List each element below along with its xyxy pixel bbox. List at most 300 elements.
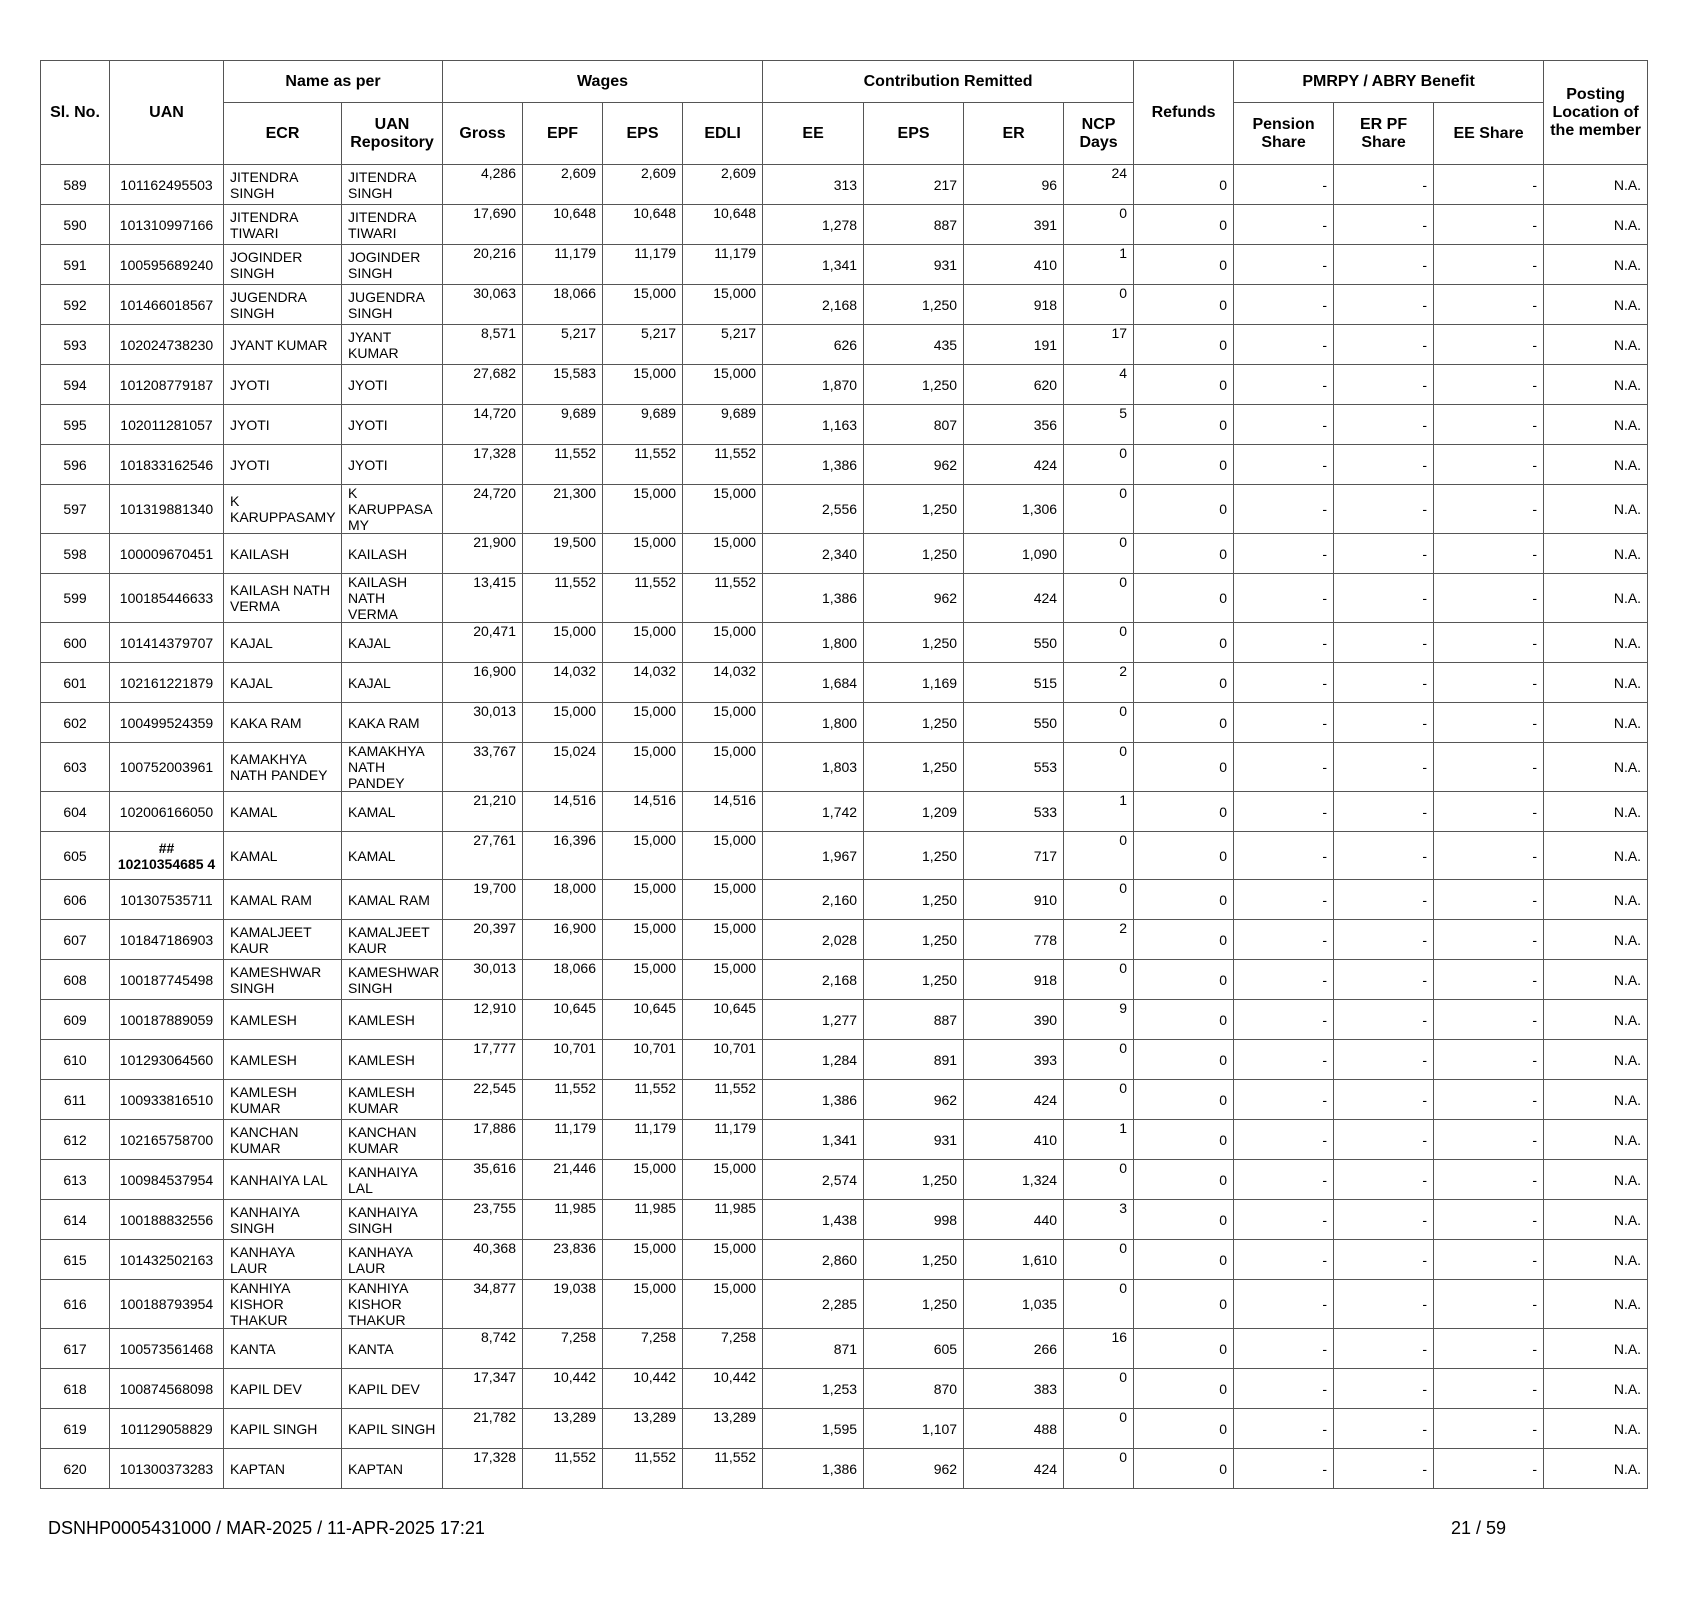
cell-ncp-days: 0 [1064, 960, 1134, 1000]
cell-name-uan-repository: KAMLESH [342, 1040, 443, 1080]
cell-epf-wages: 10,645 [523, 1000, 603, 1040]
cell-pension-share: - [1234, 1080, 1334, 1120]
cell-eps-contribution: 931 [864, 1120, 964, 1160]
cell-name-ecr: K KARUPPASAMY [224, 485, 342, 534]
cell-sl-no: 596 [41, 445, 110, 485]
cell-ee-share: - [1434, 1120, 1544, 1160]
cell-refunds: 0 [1134, 1280, 1234, 1329]
cell-name-ecr: KAMLESH [224, 1040, 342, 1080]
cell-name-uan-repository: KANCHAN KUMAR [342, 1120, 443, 1160]
cell-ee-contribution: 1,742 [763, 792, 864, 832]
cell-edli-wages: 15,000 [683, 960, 763, 1000]
cell-ee-share: - [1434, 1449, 1544, 1489]
cell-epf-wages: 21,446 [523, 1160, 603, 1200]
cell-name-ecr: JYOTI [224, 365, 342, 405]
footer-reference: DSNHP0005431000 / MAR-2025 / 11-APR-2025 17:21 [48, 1518, 485, 1538]
cell-epf-wages: 15,024 [523, 743, 603, 792]
cell-eps-wages: 11,552 [603, 445, 683, 485]
cell-ee-share: - [1434, 1080, 1544, 1120]
header-ecr: ECR [224, 103, 342, 165]
cell-er-contribution: 1,306 [964, 485, 1064, 534]
cell-er-pf-share: - [1334, 1160, 1434, 1200]
cell-posting-location: N.A. [1544, 1160, 1648, 1200]
cell-ee-share: - [1434, 245, 1544, 285]
cell-er-pf-share: - [1334, 405, 1434, 445]
cell-sl-no: 608 [41, 960, 110, 1000]
cell-edli-wages: 5,217 [683, 325, 763, 365]
cell-ee-share: - [1434, 1369, 1544, 1409]
cell-ee-contribution: 1,341 [763, 1120, 864, 1160]
cell-uan: 102165758700 [110, 1120, 224, 1160]
cell-eps-contribution: 887 [864, 1000, 964, 1040]
cell-pension-share: - [1234, 1409, 1334, 1449]
cell-name-ecr: KAMAL RAM [224, 880, 342, 920]
cell-ncp-days: 2 [1064, 663, 1134, 703]
cell-er-pf-share: - [1334, 574, 1434, 623]
page-number: 21 / 59 [1450, 1518, 1506, 1538]
cell-edli-wages: 11,552 [683, 574, 763, 623]
table-row [41, 743, 1648, 792]
cell-name-uan-repository: JYANT KUMAR [342, 325, 443, 365]
cell-uan: 101414379707 [110, 623, 224, 663]
cell-posting-location: N.A. [1544, 165, 1648, 205]
cell-uan: 101432502163 [110, 1240, 224, 1280]
header-epf: EPF [523, 103, 603, 165]
header-wages: Wages [443, 61, 763, 103]
cell-eps-wages: 11,179 [603, 245, 683, 285]
cell-epf-wages: 5,217 [523, 325, 603, 365]
cell-ee-share: - [1434, 365, 1544, 405]
cell-edli-wages: 11,552 [683, 445, 763, 485]
cell-eps-contribution: 1,169 [864, 663, 964, 703]
cell-ncp-days: 0 [1064, 534, 1134, 574]
table-row [41, 623, 1648, 663]
cell-er-contribution: 96 [964, 165, 1064, 205]
cell-ncp-days: 24 [1064, 165, 1134, 205]
cell-uan: 100187889059 [110, 1000, 224, 1040]
cell-ee-share: - [1434, 534, 1544, 574]
cell-edli-wages: 15,000 [683, 1160, 763, 1200]
cell-eps-contribution: 962 [864, 1080, 964, 1120]
cell-er-contribution: 550 [964, 623, 1064, 663]
cell-pension-share: - [1234, 920, 1334, 960]
header-name-as-per: Name as per [224, 61, 443, 103]
cell-edli-wages: 10,442 [683, 1369, 763, 1409]
header-ee-share: EE Share [1434, 103, 1544, 165]
cell-ee-contribution: 1,870 [763, 365, 864, 405]
cell-ncp-days: 0 [1064, 1080, 1134, 1120]
cell-name-ecr: KAPIL SINGH [224, 1409, 342, 1449]
cell-ncp-days: 4 [1064, 365, 1134, 405]
cell-ee-share: - [1434, 325, 1544, 365]
cell-uan: 102024738230 [110, 325, 224, 365]
cell-sl-no: 600 [41, 623, 110, 663]
header-pmrpy-abry: PMRPY / ABRY Benefit [1234, 61, 1544, 103]
cell-epf-wages: 9,689 [523, 405, 603, 445]
cell-er-contribution: 515 [964, 663, 1064, 703]
cell-er-contribution: 424 [964, 1449, 1064, 1489]
cell-eps-contribution: 1,250 [864, 832, 964, 880]
cell-er-pf-share: - [1334, 1240, 1434, 1280]
cell-er-contribution: 553 [964, 743, 1064, 792]
cell-gross-wages: 20,397 [443, 920, 523, 960]
cell-pension-share: - [1234, 534, 1334, 574]
cell-refunds: 0 [1134, 325, 1234, 365]
cell-gross-wages: 20,216 [443, 245, 523, 285]
header-contribution-remitted: Contribution Remitted [763, 61, 1134, 103]
cell-ee-share: - [1434, 1280, 1544, 1329]
cell-name-uan-repository: JYOTI [342, 405, 443, 445]
cell-posting-location: N.A. [1544, 792, 1648, 832]
cell-edli-wages: 15,000 [683, 743, 763, 792]
cell-eps-contribution: 807 [864, 405, 964, 445]
cell-refunds: 0 [1134, 1040, 1234, 1080]
cell-name-uan-repository: KAILASH NATH VERMA [342, 574, 443, 623]
cell-pension-share: - [1234, 245, 1334, 285]
cell-sl-no: 602 [41, 703, 110, 743]
cell-gross-wages: 17,347 [443, 1369, 523, 1409]
cell-name-uan-repository: KAMAL RAM [342, 880, 443, 920]
cell-posting-location: N.A. [1544, 485, 1648, 534]
cell-posting-location: N.A. [1544, 663, 1648, 703]
cell-ee-contribution: 1,163 [763, 405, 864, 445]
cell-pension-share: - [1234, 1040, 1334, 1080]
cell-eps-wages: 14,032 [603, 663, 683, 703]
cell-sl-no: 603 [41, 743, 110, 792]
cell-ee-contribution: 1,800 [763, 623, 864, 663]
cell-pension-share: - [1234, 485, 1334, 534]
cell-eps-wages: 2,609 [603, 165, 683, 205]
cell-er-contribution: 440 [964, 1200, 1064, 1240]
cell-name-uan-repository: KAPTAN [342, 1449, 443, 1489]
cell-gross-wages: 27,682 [443, 365, 523, 405]
header-gross: Gross [443, 103, 523, 165]
cell-ncp-days: 0 [1064, 1369, 1134, 1409]
cell-pension-share: - [1234, 1160, 1334, 1200]
cell-ee-share: - [1434, 1409, 1544, 1449]
table-row [41, 445, 1648, 485]
cell-ee-share: - [1434, 623, 1544, 663]
cell-name-ecr: KANCHAN KUMAR [224, 1120, 342, 1160]
cell-er-contribution: 383 [964, 1369, 1064, 1409]
cell-epf-wages: 16,396 [523, 832, 603, 880]
cell-name-ecr: KANHAIYA SINGH [224, 1200, 342, 1240]
cell-er-pf-share: - [1334, 623, 1434, 663]
cell-gross-wages: 21,900 [443, 534, 523, 574]
cell-er-contribution: 424 [964, 445, 1064, 485]
cell-refunds: 0 [1134, 205, 1234, 245]
cell-eps-wages: 10,645 [603, 1000, 683, 1040]
table-row [41, 920, 1648, 960]
cell-ee-contribution: 2,028 [763, 920, 864, 960]
cell-edli-wages: 15,000 [683, 920, 763, 960]
cell-gross-wages: 17,328 [443, 1449, 523, 1489]
cell-epf-wages: 21,300 [523, 485, 603, 534]
cell-uan: 101319881340 [110, 485, 224, 534]
cell-epf-wages: 11,552 [523, 574, 603, 623]
cell-refunds: 0 [1134, 703, 1234, 743]
cell-refunds: 0 [1134, 1080, 1234, 1120]
cell-er-contribution: 1,090 [964, 534, 1064, 574]
table-row [41, 485, 1648, 534]
cell-ee-share: - [1434, 1329, 1544, 1369]
cell-name-ecr: KAILASH NATH VERMA [224, 574, 342, 623]
cell-eps-wages: 15,000 [603, 534, 683, 574]
cell-er-contribution: 778 [964, 920, 1064, 960]
cell-eps-wages: 11,552 [603, 574, 683, 623]
cell-ncp-days: 3 [1064, 1200, 1134, 1240]
cell-pension-share: - [1234, 325, 1334, 365]
cell-eps-wages: 15,000 [603, 1240, 683, 1280]
cell-posting-location: N.A. [1544, 1080, 1648, 1120]
cell-er-contribution: 424 [964, 1080, 1064, 1120]
cell-edli-wages: 13,289 [683, 1409, 763, 1449]
cell-eps-contribution: 962 [864, 574, 964, 623]
cell-refunds: 0 [1134, 245, 1234, 285]
cell-eps-wages: 7,258 [603, 1329, 683, 1369]
table-row [41, 1120, 1648, 1160]
cell-er-pf-share: - [1334, 534, 1434, 574]
cell-name-ecr: KANHIYA KISHOR THAKUR [224, 1280, 342, 1329]
cell-edli-wages: 15,000 [683, 1240, 763, 1280]
cell-name-uan-repository: KAJAL [342, 663, 443, 703]
cell-er-pf-share: - [1334, 365, 1434, 405]
cell-eps-wages: 10,648 [603, 205, 683, 245]
cell-posting-location: N.A. [1544, 1040, 1648, 1080]
cell-ncp-days: 0 [1064, 1280, 1134, 1329]
cell-refunds: 0 [1134, 792, 1234, 832]
header-ncp-days: NCP Days [1064, 103, 1134, 165]
cell-name-uan-repository: JYOTI [342, 365, 443, 405]
cell-er-contribution: 1,324 [964, 1160, 1064, 1200]
table-row [41, 365, 1648, 405]
cell-eps-wages: 10,442 [603, 1369, 683, 1409]
cell-pension-share: - [1234, 285, 1334, 325]
cell-ee-share: - [1434, 832, 1544, 880]
cell-edli-wages: 11,552 [683, 1449, 763, 1489]
cell-epf-wages: 18,066 [523, 285, 603, 325]
cell-gross-wages: 40,368 [443, 1240, 523, 1280]
cell-pension-share: - [1234, 960, 1334, 1000]
cell-er-pf-share: - [1334, 165, 1434, 205]
cell-er-contribution: 191 [964, 325, 1064, 365]
cell-edli-wages: 15,000 [683, 485, 763, 534]
cell-gross-wages: 14,720 [443, 405, 523, 445]
cell-ncp-days: 1 [1064, 245, 1134, 285]
cell-eps-wages: 15,000 [603, 623, 683, 663]
cell-sl-no: 614 [41, 1200, 110, 1240]
header-contribution-eps: EPS [864, 103, 964, 165]
cell-sl-no: 594 [41, 365, 110, 405]
table-row [41, 205, 1648, 245]
cell-name-ecr: JYOTI [224, 405, 342, 445]
cell-refunds: 0 [1134, 1449, 1234, 1489]
cell-ncp-days: 0 [1064, 1040, 1134, 1080]
cell-eps-wages: 11,552 [603, 1080, 683, 1120]
cell-epf-wages: 2,609 [523, 165, 603, 205]
cell-eps-contribution: 870 [864, 1369, 964, 1409]
cell-ncp-days: 0 [1064, 623, 1134, 663]
cell-epf-wages: 18,066 [523, 960, 603, 1000]
header-uan: UAN [110, 61, 224, 165]
cell-edli-wages: 15,000 [683, 285, 763, 325]
cell-gross-wages: 17,690 [443, 205, 523, 245]
cell-ncp-days: 0 [1064, 1160, 1134, 1200]
cell-name-uan-repository: KAPIL DEV [342, 1369, 443, 1409]
cell-posting-location: N.A. [1544, 1449, 1648, 1489]
cell-name-ecr: KAJAL [224, 663, 342, 703]
cell-uan: 101162495503 [110, 165, 224, 205]
cell-refunds: 0 [1134, 743, 1234, 792]
cell-er-pf-share: - [1334, 832, 1434, 880]
cell-eps-contribution: 1,250 [864, 880, 964, 920]
cell-ncp-days: 5 [1064, 405, 1134, 445]
cell-sl-no: 601 [41, 663, 110, 703]
cell-er-contribution: 356 [964, 405, 1064, 445]
cell-uan: 102011281057 [110, 405, 224, 445]
cell-ee-share: - [1434, 1200, 1544, 1240]
header-er-pf-share: ER PF Share [1334, 103, 1434, 165]
cell-ncp-days: 0 [1064, 1240, 1134, 1280]
cell-ee-share: - [1434, 880, 1544, 920]
cell-posting-location: N.A. [1544, 880, 1648, 920]
cell-epf-wages: 13,289 [523, 1409, 603, 1449]
cell-eps-contribution: 1,250 [864, 703, 964, 743]
cell-epf-wages: 15,583 [523, 365, 603, 405]
cell-pension-share: - [1234, 365, 1334, 405]
cell-er-pf-share: - [1334, 960, 1434, 1000]
cell-refunds: 0 [1134, 405, 1234, 445]
cell-uan: 101833162546 [110, 445, 224, 485]
cell-uan: 101847186903 [110, 920, 224, 960]
cell-er-pf-share: - [1334, 703, 1434, 743]
cell-eps-contribution: 217 [864, 165, 964, 205]
cell-name-ecr: JYANT KUMAR [224, 325, 342, 365]
cell-eps-wages: 10,701 [603, 1040, 683, 1080]
cell-ncp-days: 0 [1064, 880, 1134, 920]
cell-uan: 101310997166 [110, 205, 224, 245]
cell-eps-wages: 15,000 [603, 1160, 683, 1200]
cell-name-uan-repository: KANHAYA LAUR [342, 1240, 443, 1280]
cell-eps-wages: 15,000 [603, 960, 683, 1000]
cell-gross-wages: 13,415 [443, 574, 523, 623]
cell-eps-wages: 13,289 [603, 1409, 683, 1449]
cell-ee-share: - [1434, 165, 1544, 205]
cell-name-ecr: JITENDRA SINGH [224, 165, 342, 205]
cell-name-uan-repository: JITENDRA SINGH [342, 165, 443, 205]
cell-edli-wages: 11,985 [683, 1200, 763, 1240]
cell-name-ecr: JITENDRA TIWARI [224, 205, 342, 245]
cell-ncp-days: 1 [1064, 792, 1134, 832]
cell-ncp-days: 0 [1064, 485, 1134, 534]
cell-epf-wages: 11,552 [523, 445, 603, 485]
cell-name-ecr: KAMESHWAR SINGH [224, 960, 342, 1000]
cell-gross-wages: 33,767 [443, 743, 523, 792]
cell-ee-share: - [1434, 1160, 1544, 1200]
cell-sl-no: 616 [41, 1280, 110, 1329]
cell-refunds: 0 [1134, 1120, 1234, 1160]
cell-pension-share: - [1234, 880, 1334, 920]
cell-gross-wages: 17,777 [443, 1040, 523, 1080]
cell-eps-wages: 15,000 [603, 485, 683, 534]
cell-er-contribution: 393 [964, 1040, 1064, 1080]
cell-eps-contribution: 1,250 [864, 485, 964, 534]
cell-ncp-days: 0 [1064, 832, 1134, 880]
cell-uan: 100573561468 [110, 1329, 224, 1369]
cell-name-uan-repository: KANHIYA KISHOR THAKUR [342, 1280, 443, 1329]
cell-ncp-days: 0 [1064, 1409, 1134, 1449]
cell-name-uan-repository: KANHAIYA LAL [342, 1160, 443, 1200]
cell-ncp-days: 0 [1064, 445, 1134, 485]
cell-epf-wages: 11,985 [523, 1200, 603, 1240]
cell-refunds: 0 [1134, 574, 1234, 623]
cell-uan: 100933816510 [110, 1080, 224, 1120]
cell-gross-wages: 35,616 [443, 1160, 523, 1200]
cell-eps-contribution: 1,250 [864, 534, 964, 574]
cell-epf-wages: 11,552 [523, 1449, 603, 1489]
cell-refunds: 0 [1134, 880, 1234, 920]
cell-eps-wages: 15,000 [603, 743, 683, 792]
cell-ee-share: - [1434, 663, 1544, 703]
cell-uan: 102161221879 [110, 663, 224, 703]
cell-epf-wages: 23,836 [523, 1240, 603, 1280]
cell-edli-wages: 15,000 [683, 1280, 763, 1329]
cell-posting-location: N.A. [1544, 1200, 1648, 1240]
cell-er-pf-share: - [1334, 1120, 1434, 1160]
cell-er-pf-share: - [1334, 245, 1434, 285]
cell-name-uan-repository: KAILASH [342, 534, 443, 574]
cell-eps-contribution: 1,250 [864, 960, 964, 1000]
cell-uan: 102006166050 [110, 792, 224, 832]
cell-er-pf-share: - [1334, 1409, 1434, 1449]
cell-ee-contribution: 871 [763, 1329, 864, 1369]
cell-uan: 101300373283 [110, 1449, 224, 1489]
cell-er-pf-share: - [1334, 1369, 1434, 1409]
cell-posting-location: N.A. [1544, 1280, 1648, 1329]
cell-eps-wages: 15,000 [603, 832, 683, 880]
cell-pension-share: - [1234, 165, 1334, 205]
table-row [41, 1160, 1648, 1200]
cell-pension-share: - [1234, 445, 1334, 485]
cell-refunds: 0 [1134, 1329, 1234, 1369]
cell-gross-wages: 27,761 [443, 832, 523, 880]
cell-name-uan-repository: KAMAL [342, 792, 443, 832]
cell-name-ecr: JOGINDER SINGH [224, 245, 342, 285]
cell-epf-wages: 14,032 [523, 663, 603, 703]
cell-ee-contribution: 626 [763, 325, 864, 365]
cell-sl-no: 589 [41, 165, 110, 205]
cell-edli-wages: 11,179 [683, 245, 763, 285]
cell-pension-share: - [1234, 1369, 1334, 1409]
cell-er-contribution: 410 [964, 245, 1064, 285]
cell-sl-no: 609 [41, 1000, 110, 1040]
cell-name-uan-repository: JUGENDRA SINGH [342, 285, 443, 325]
cell-name-uan-repository: KAMLESH [342, 1000, 443, 1040]
table-row [41, 960, 1648, 1000]
cell-er-pf-share: - [1334, 285, 1434, 325]
cell-ee-contribution: 2,285 [763, 1280, 864, 1329]
cell-sl-no: 617 [41, 1329, 110, 1369]
cell-ncp-days: 0 [1064, 703, 1134, 743]
cell-name-ecr: KAMLESH KUMAR [224, 1080, 342, 1120]
cell-name-uan-repository: KAJAL [342, 623, 443, 663]
cell-uan: 100984537954 [110, 1160, 224, 1200]
cell-ee-share: - [1434, 1000, 1544, 1040]
cell-eps-contribution: 1,250 [864, 1280, 964, 1329]
cell-eps-contribution: 605 [864, 1329, 964, 1369]
cell-posting-location: N.A. [1544, 405, 1648, 445]
cell-posting-location: N.A. [1544, 285, 1648, 325]
